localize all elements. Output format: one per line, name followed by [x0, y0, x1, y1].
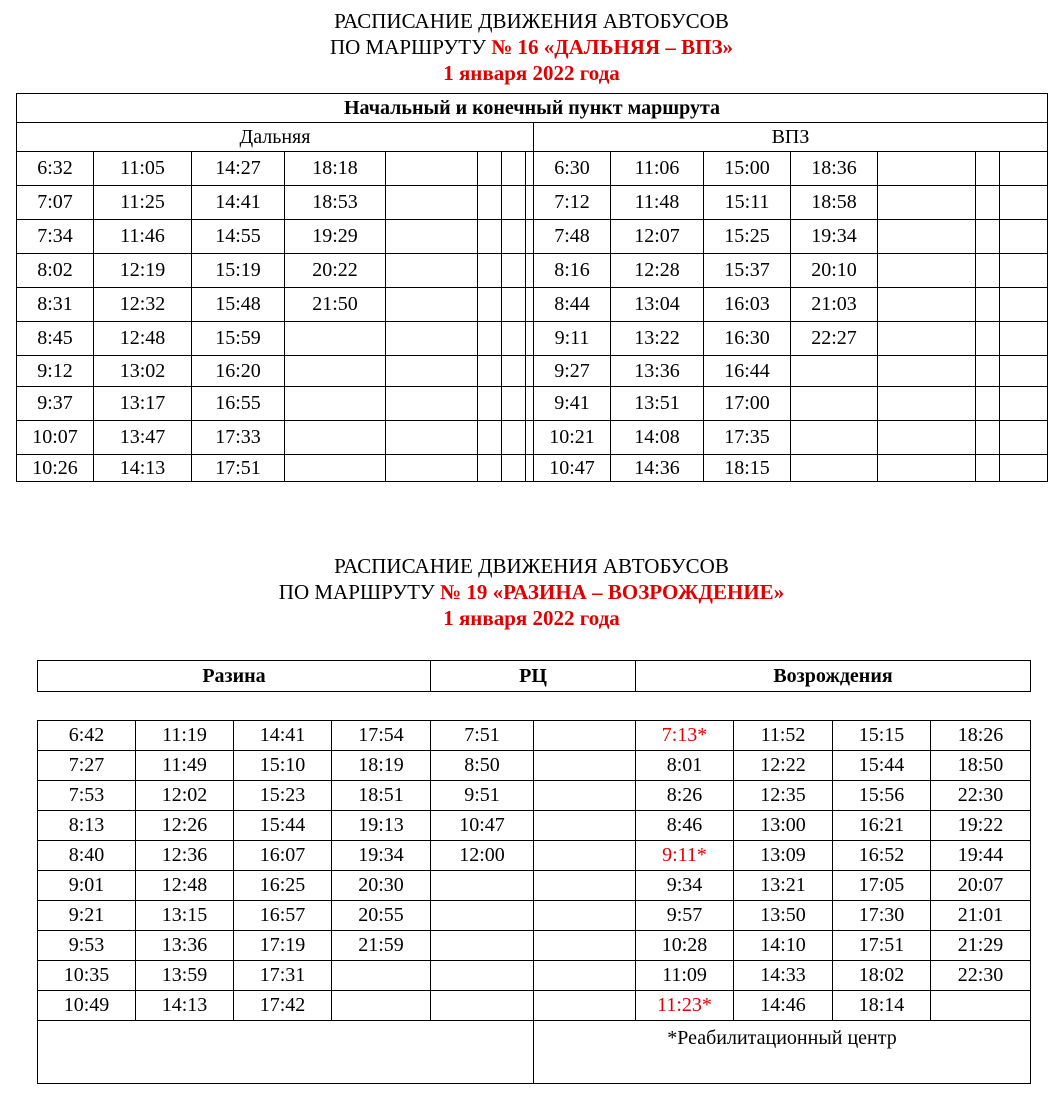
route19-time-mid: 10:47: [431, 811, 534, 841]
route16-empty-cell: [878, 254, 976, 288]
route19-time-b: 16:52: [833, 841, 931, 871]
route16-time-a: 18:53: [285, 186, 386, 220]
route16-empty-cell: [526, 356, 534, 387]
route16-time-a: 10:07: [17, 421, 94, 455]
route16-time-a: 16:20: [192, 356, 285, 387]
route19-time-b: 16:21: [833, 811, 931, 841]
route16-empty-cell: [976, 220, 1000, 254]
route16-time-a: 14:13: [94, 455, 192, 482]
route19-time-b: 9:34: [636, 871, 734, 901]
route16-time-b: 9:41: [534, 387, 611, 421]
route16-header: Начальный и конечный пункт маршрута: [17, 94, 1048, 123]
route19-time-b: 19:44: [931, 841, 1031, 871]
route19-time-a: 13:59: [136, 961, 234, 991]
route16-time-a: 14:41: [192, 186, 285, 220]
route16-empty-cell: [1000, 186, 1048, 220]
route16-empty-cell: [386, 356, 478, 387]
route19-time-b: 17:05: [833, 871, 931, 901]
route19-time-b: 18:02: [833, 961, 931, 991]
route16-empty-cell: [976, 152, 1000, 186]
route16-time-b: 14:08: [611, 421, 704, 455]
route16-time-a: [285, 421, 386, 455]
route16-row: [17, 288, 1048, 322]
route16-time-b: 11:06: [611, 152, 704, 186]
route19-time-mid: 8:50: [431, 751, 534, 781]
route19-time-b: 22:30: [931, 781, 1031, 811]
route16-title-line1: РАСПИСАНИЕ ДВИЖЕНИЯ АВТОБУСОВ: [334, 9, 729, 33]
route16-time-b: 15:00: [704, 152, 791, 186]
route19-time-b: 12:35: [734, 781, 833, 811]
route19-note: *Реабилитационный центр: [534, 1021, 1031, 1084]
route16-empty-cell: [478, 455, 502, 482]
route19-time-a: 9:01: [38, 871, 136, 901]
route16-table: [16, 93, 1048, 482]
route16-time-a: [285, 356, 386, 387]
route16-empty-cell: [478, 220, 502, 254]
route16-empty-cell: [526, 288, 534, 322]
route16-row: [17, 421, 1048, 455]
route16-time-a: 15:59: [192, 322, 285, 356]
route16-empty-cell: [386, 322, 478, 356]
route19-time-b: 15:44: [833, 751, 931, 781]
route19-time-a: 10:49: [38, 991, 136, 1021]
route19-time-a: 16:07: [234, 841, 332, 871]
route19-row: [38, 901, 1031, 931]
route16-time-a: 12:48: [94, 322, 192, 356]
route16-empty-cell: [386, 455, 478, 482]
route16-empty-cell: [478, 186, 502, 220]
route16-empty-cell: [478, 356, 502, 387]
route19-time-b: 14:46: [734, 991, 833, 1021]
route16-empty-cell: [1000, 387, 1048, 421]
route16-empty-cell: [526, 220, 534, 254]
route16-time-a: 17:51: [192, 455, 285, 482]
route19-empty-cell: [534, 751, 636, 781]
route19-time-a: 19:13: [332, 811, 431, 841]
route16-time-b: 17:35: [704, 421, 791, 455]
route16-empty-cell: [502, 421, 526, 455]
route16-time-b: 15:11: [704, 186, 791, 220]
route16-empty-cell: [502, 455, 526, 482]
route16-empty-cell: [502, 356, 526, 387]
route16-empty-cell: [878, 356, 976, 387]
route16-time-b: 9:27: [534, 356, 611, 387]
route19-body: [38, 721, 1031, 1021]
route19-time-b: 15:56: [833, 781, 931, 811]
route16-empty-cell: [502, 288, 526, 322]
route16-time-b: 7:12: [534, 186, 611, 220]
route19-time-b: 8:46: [636, 811, 734, 841]
route19-time-a: [332, 961, 431, 991]
route16-time-b: 19:34: [791, 220, 878, 254]
route19-time-b: 17:51: [833, 931, 931, 961]
route19-time-a: 6:42: [38, 721, 136, 751]
route16-row: [17, 220, 1048, 254]
route16-empty-cell: [878, 186, 976, 220]
route19-time-b: 13:00: [734, 811, 833, 841]
route16-time-a: 15:19: [192, 254, 285, 288]
route19-row: [38, 991, 1031, 1021]
route16-empty-cell: [478, 421, 502, 455]
route16-empty-cell: [526, 455, 534, 482]
route16-time-b: 18:58: [791, 186, 878, 220]
route19-time-mid: [431, 931, 534, 961]
route16-time-a: 8:02: [17, 254, 94, 288]
route16-time-a: 9:37: [17, 387, 94, 421]
route16-stop-a: Дальняя: [17, 123, 534, 152]
route16-time-b: 18:15: [704, 455, 791, 482]
route16-empty-cell: [976, 288, 1000, 322]
route16-empty-cell: [1000, 455, 1048, 482]
route16-time-b: [791, 421, 878, 455]
route19-time-b: 14:33: [734, 961, 833, 991]
route16-time-b: 10:21: [534, 421, 611, 455]
route19-time-mid: [431, 991, 534, 1021]
route16-time-b: 12:28: [611, 254, 704, 288]
route16-empty-cell: [386, 220, 478, 254]
route16-empty-cell: [976, 322, 1000, 356]
route16-empty-cell: [976, 186, 1000, 220]
route19-title-line1: РАСПИСАНИЕ ДВИЖЕНИЯ АВТОБУСОВ: [334, 554, 729, 578]
route16-time-a: 7:34: [17, 220, 94, 254]
route16-time-a: 18:18: [285, 152, 386, 186]
route16-empty-cell: [878, 421, 976, 455]
route19-time-a: 18:51: [332, 781, 431, 811]
route19-time-a: 12:26: [136, 811, 234, 841]
route19-empty-cell: [534, 781, 636, 811]
route19-time-a: 17:54: [332, 721, 431, 751]
route16-time-b: 7:48: [534, 220, 611, 254]
route19-time-b: 7:13*: [636, 721, 734, 751]
route19-time-mid: [431, 961, 534, 991]
route16-body: [17, 152, 1048, 482]
route16-empty-cell: [878, 288, 976, 322]
route16-time-a: 6:32: [17, 152, 94, 186]
route19-time-a: 12:48: [136, 871, 234, 901]
route19-time-b: 11:09: [636, 961, 734, 991]
route19-time-a: 13:15: [136, 901, 234, 931]
route16-time-a: 19:29: [285, 220, 386, 254]
route16-row: [17, 387, 1048, 421]
route19-time-a: 17:19: [234, 931, 332, 961]
route19-time-b: 13:21: [734, 871, 833, 901]
route19-time-a: 15:23: [234, 781, 332, 811]
route16-time-b: 20:10: [791, 254, 878, 288]
route19-time-a: 17:31: [234, 961, 332, 991]
route19-empty-cell: [534, 811, 636, 841]
route16-empty-cell: [478, 254, 502, 288]
route16-title: [0, 8, 1063, 86]
route19-time-b: 11:23*: [636, 991, 734, 1021]
route16-time-b: 18:36: [791, 152, 878, 186]
route16-empty-cell: [478, 288, 502, 322]
route19-time-a: 15:44: [234, 811, 332, 841]
route19-row: [38, 781, 1031, 811]
route16-time-a: 11:25: [94, 186, 192, 220]
route16-empty-cell: [976, 387, 1000, 421]
route16-row: [17, 455, 1048, 482]
route16-empty-cell: [502, 186, 526, 220]
route16-date: 1 января 2022 года: [443, 61, 620, 85]
route19-row: [38, 751, 1031, 781]
route19-row: [38, 811, 1031, 841]
route16-time-b: 9:11: [534, 322, 611, 356]
route19-time-a: 18:19: [332, 751, 431, 781]
route16-time-a: 8:45: [17, 322, 94, 356]
route19-empty-cell: [534, 871, 636, 901]
route16-time-b: [791, 387, 878, 421]
route19-time-a: 12:36: [136, 841, 234, 871]
route19-row: [38, 961, 1031, 991]
route19-row: [38, 841, 1031, 871]
route16-empty-cell: [502, 152, 526, 186]
route16-time-b: 8:44: [534, 288, 611, 322]
route19-empty-cell: [534, 901, 636, 931]
route16-empty-cell: [502, 254, 526, 288]
route16-empty-cell: [386, 288, 478, 322]
route16-empty-cell: [386, 387, 478, 421]
route16-empty-cell: [1000, 254, 1048, 288]
route16-empty-cell: [478, 152, 502, 186]
route19-time-a: 7:27: [38, 751, 136, 781]
route19-time-b: 21:01: [931, 901, 1031, 931]
route19-time-a: 19:34: [332, 841, 431, 871]
route19-time-b: 13:50: [734, 901, 833, 931]
route19-time-b: 18:26: [931, 721, 1031, 751]
route19-time-mid: 7:51: [431, 721, 534, 751]
route16-empty-cell: [1000, 421, 1048, 455]
route19-time-a: 20:30: [332, 871, 431, 901]
route16-time-a: 7:07: [17, 186, 94, 220]
route19-time-mid: 12:00: [431, 841, 534, 871]
route19-table: [37, 720, 1031, 1084]
route19-stop-a: Разина: [38, 661, 431, 692]
route16-time-a: 8:31: [17, 288, 94, 322]
route16-time-b: 15:37: [704, 254, 791, 288]
route16-empty-cell: [878, 152, 976, 186]
route16-time-b: 21:03: [791, 288, 878, 322]
route16-empty-cell: [386, 421, 478, 455]
route19-row: [38, 871, 1031, 901]
route16-time-a: 13:47: [94, 421, 192, 455]
route19-time-mid: [431, 901, 534, 931]
route16-empty-cell: [502, 387, 526, 421]
route19-time-a: 14:13: [136, 991, 234, 1021]
route16-time-a: 11:05: [94, 152, 192, 186]
route19-time-b: 20:07: [931, 871, 1031, 901]
route16-time-a: [285, 322, 386, 356]
route16-time-a: 12:32: [94, 288, 192, 322]
route19-time-a: 21:59: [332, 931, 431, 961]
route16-time-a: 13:02: [94, 356, 192, 387]
route16-row: [17, 322, 1048, 356]
route19-time-b: 18:14: [833, 991, 931, 1021]
route16-time-b: 16:03: [704, 288, 791, 322]
route16-row: [17, 254, 1048, 288]
route16-row: [17, 152, 1048, 186]
route16-empty-cell: [1000, 356, 1048, 387]
route16-empty-cell: [1000, 152, 1048, 186]
route16-time-b: 22:27: [791, 322, 878, 356]
route19-empty-cell: [534, 961, 636, 991]
route19-time-b: 19:22: [931, 811, 1031, 841]
route19-time-a: 15:10: [234, 751, 332, 781]
route19-time-b: 14:10: [734, 931, 833, 961]
route19-time-b: 22:30: [931, 961, 1031, 991]
route19-time-b: 13:09: [734, 841, 833, 871]
route19-time-b: 8:01: [636, 751, 734, 781]
route16-time-a: 10:26: [17, 455, 94, 482]
route16-row: [17, 186, 1048, 220]
route16-empty-cell: [526, 186, 534, 220]
route19-time-a: 10:35: [38, 961, 136, 991]
route19-empty-cell: [534, 991, 636, 1021]
route16-time-a: 15:48: [192, 288, 285, 322]
route16-empty-cell: [878, 322, 976, 356]
route19-title-route: № 19 «РАЗИНА – ВОЗРОЖДЕНИЕ»: [440, 580, 785, 604]
route16-row: [17, 356, 1048, 387]
route16-title-prefix: ПО МАРШРУТУ: [329, 35, 492, 59]
route16-title-route: № 16 «ДАЛЬНЯЯ – ВПЗ»: [491, 35, 734, 59]
route19-row: [38, 721, 1031, 751]
route16-time-a: [285, 455, 386, 482]
route16-time-a: 21:50: [285, 288, 386, 322]
route19-time-mid: [431, 871, 534, 901]
route16-empty-cell: [526, 421, 534, 455]
route16-time-b: 13:51: [611, 387, 704, 421]
route16-title-line2: [0, 34, 1063, 60]
route16-time-b: 15:25: [704, 220, 791, 254]
route19-time-mid: 9:51: [431, 781, 534, 811]
route16-empty-cell: [976, 356, 1000, 387]
route16-time-a: 14:55: [192, 220, 285, 254]
route16-empty-cell: [478, 322, 502, 356]
route16-time-a: 9:12: [17, 356, 94, 387]
route19-time-b: 9:11*: [636, 841, 734, 871]
route16-stop-b: ВПЗ: [534, 123, 1048, 152]
route19-time-a: 11:49: [136, 751, 234, 781]
route16-time-b: 10:47: [534, 455, 611, 482]
route19-empty-cell: [534, 931, 636, 961]
route19-time-a: [332, 991, 431, 1021]
route19-time-a: 17:42: [234, 991, 332, 1021]
route19-time-b: 12:22: [734, 751, 833, 781]
route16-empty-cell: [976, 421, 1000, 455]
route16-time-a: [285, 387, 386, 421]
route16-empty-cell: [478, 387, 502, 421]
route19-time-b: 15:15: [833, 721, 931, 751]
route19-empty-cell: [534, 841, 636, 871]
route16-time-b: 8:16: [534, 254, 611, 288]
route16-empty-cell: [878, 387, 976, 421]
route16-time-a: 13:17: [94, 387, 192, 421]
route19-time-a: 20:55: [332, 901, 431, 931]
route19-time-a: 16:25: [234, 871, 332, 901]
route19-time-a: 7:53: [38, 781, 136, 811]
route19-time-b: 11:52: [734, 721, 833, 751]
route16-time-b: 12:07: [611, 220, 704, 254]
route16-time-b: 17:00: [704, 387, 791, 421]
route16-time-b: 14:36: [611, 455, 704, 482]
route19-title: [0, 553, 1063, 631]
route19-title-line2: [0, 579, 1063, 605]
route16-time-b: 11:48: [611, 186, 704, 220]
route16-time-a: 20:22: [285, 254, 386, 288]
route16-time-b: 6:30: [534, 152, 611, 186]
route16-empty-cell: [1000, 322, 1048, 356]
route19-empty-cell: [534, 721, 636, 751]
route19-note-empty: [38, 1021, 534, 1084]
route16-empty-cell: [386, 152, 478, 186]
route16-time-a: 11:46: [94, 220, 192, 254]
route16-time-b: [791, 455, 878, 482]
route16-empty-cell: [526, 254, 534, 288]
route19-row: [38, 931, 1031, 961]
route16-time-b: [791, 356, 878, 387]
route19-time-b: 10:28: [636, 931, 734, 961]
route19-time-a: 8:40: [38, 841, 136, 871]
route19-time-b: [931, 991, 1031, 1021]
route16-empty-cell: [526, 152, 534, 186]
route16-time-b: 13:22: [611, 322, 704, 356]
route19-time-a: 16:57: [234, 901, 332, 931]
route19-time-b: 8:26: [636, 781, 734, 811]
route16-empty-cell: [1000, 220, 1048, 254]
route16-time-a: 14:27: [192, 152, 285, 186]
route16-empty-cell: [976, 455, 1000, 482]
route16-time-b: 13:36: [611, 356, 704, 387]
route16-time-a: 17:33: [192, 421, 285, 455]
route19-time-a: 13:36: [136, 931, 234, 961]
route19-time-b: 21:29: [931, 931, 1031, 961]
route19-time-a: 9:53: [38, 931, 136, 961]
route19-time-b: 9:57: [636, 901, 734, 931]
route16-empty-cell: [386, 186, 478, 220]
route16-time-a: 12:19: [94, 254, 192, 288]
route19-time-b: 18:50: [931, 751, 1031, 781]
route16-empty-cell: [502, 322, 526, 356]
route19-header-table: [37, 660, 1031, 692]
route16-time-b: 16:44: [704, 356, 791, 387]
route19-time-a: 14:41: [234, 721, 332, 751]
route19-stop-mid: РЦ: [431, 661, 636, 692]
route16-empty-cell: [526, 387, 534, 421]
route16-empty-cell: [526, 322, 534, 356]
route16-empty-cell: [502, 220, 526, 254]
route19-time-b: 17:30: [833, 901, 931, 931]
route16-empty-cell: [976, 254, 1000, 288]
route16-empty-cell: [386, 254, 478, 288]
route19-time-a: 11:19: [136, 721, 234, 751]
route19-time-a: 12:02: [136, 781, 234, 811]
route19-title-prefix: ПО МАРШРУТУ: [278, 580, 441, 604]
route19-time-a: 8:13: [38, 811, 136, 841]
route16-time-a: 16:55: [192, 387, 285, 421]
route16-empty-cell: [878, 220, 976, 254]
route19-stop-b: Возрождения: [636, 661, 1031, 692]
route19-date: 1 января 2022 года: [443, 606, 620, 630]
route16-time-b: 13:04: [611, 288, 704, 322]
route16-time-b: 16:30: [704, 322, 791, 356]
route16-empty-cell: [878, 455, 976, 482]
route16-empty-cell: [1000, 288, 1048, 322]
route19-time-a: 9:21: [38, 901, 136, 931]
